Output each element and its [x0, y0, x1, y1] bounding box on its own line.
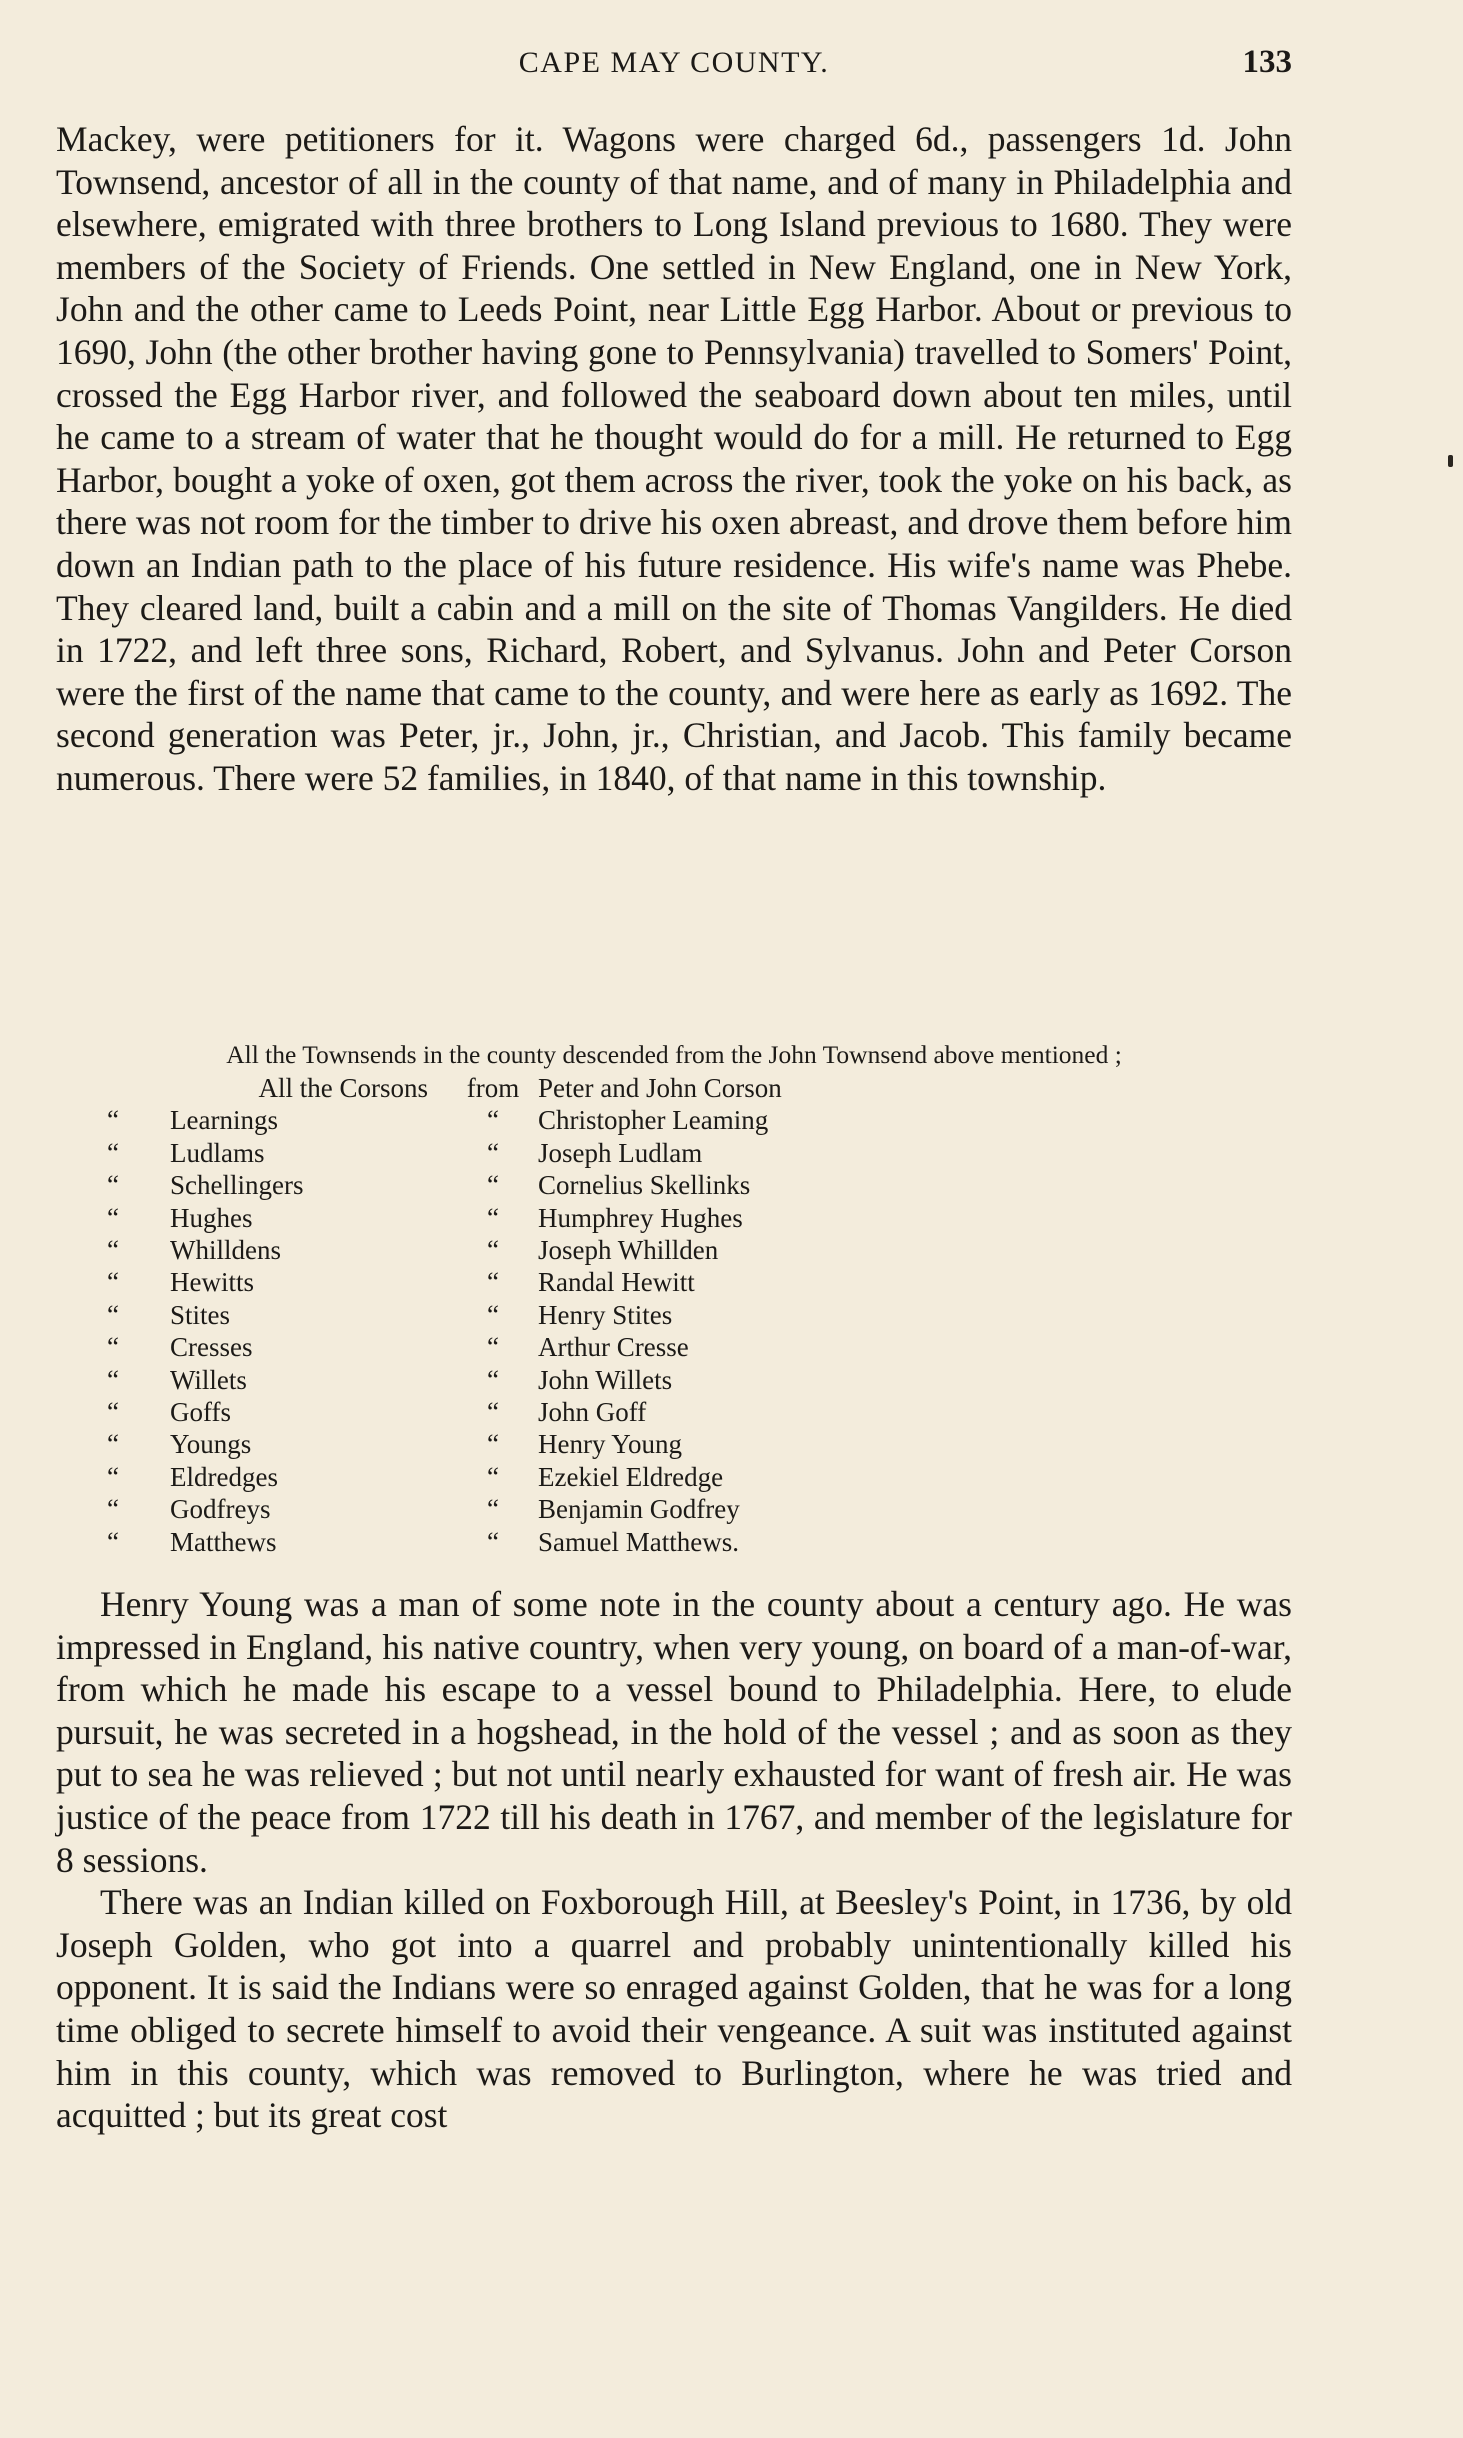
descent-list: [56, 1072, 782, 1558]
table-row: [56, 1072, 782, 1104]
family-name: Ludlams: [170, 1137, 265, 1168]
ancestor-name: Benjamin Godfrey: [538, 1494, 740, 1525]
ditto-mark: “: [107, 1397, 119, 1428]
ditto-mark: “: [487, 1267, 499, 1298]
ditto-mark: “: [487, 1332, 499, 1363]
ancestor-name: Henry Young: [538, 1429, 683, 1460]
ditto-mark: “: [107, 1170, 119, 1201]
ditto-mark: “: [107, 1364, 119, 1395]
ditto-mark: “: [107, 1429, 119, 1460]
paragraph-indian-killed: There was an Indian killed on Foxborough Hill, at Beesley's Point, in 1736, by old Joseph Golden, who got into a quarrel and probably unintentionally killed his opponent. It is said the Indians were so enraged against Golden, that he was for a long time obliged to secrete himself to avoid their vengeance. A suit was instituted against him in this county, which was removed to Burlington, where he was tried and acquitted ; but its great cost: [56, 1882, 1292, 2136]
page-number: 133: [1242, 44, 1292, 80]
ancestor-name: Cornelius Skellinks: [538, 1170, 751, 1201]
table-row: [56, 1396, 782, 1428]
ancestor-name: John Goff: [538, 1397, 647, 1428]
family-name: Schellingers: [170, 1170, 304, 1201]
table-row: [56, 1266, 782, 1298]
table-row: [56, 1137, 782, 1169]
family-name: Godfreys: [170, 1494, 271, 1525]
table-row: [56, 1461, 782, 1493]
ancestor-name: Christopher Leaming: [538, 1105, 769, 1136]
ditto-mark: “: [487, 1397, 499, 1428]
ditto-mark: “: [487, 1461, 499, 1492]
table-row: [56, 1331, 782, 1363]
table-row: [56, 1169, 782, 1201]
ditto-mark: “: [107, 1526, 119, 1557]
ancestor-name: Samuel Matthews.: [538, 1526, 739, 1557]
table-row: [56, 1202, 782, 1234]
ditto-mark: “: [107, 1332, 119, 1363]
paragraph-henry-young: Henry Young was a man of some note in the county about a century ago. He was impressed in England, his native country, when very young, on board of a man-of-war, from which he made his escape to a vessel bound to Philadelphia. Here, to elude pursuit, he was secreted in a hogshead, in the hold of the vessel ; and as soon as they put to sea he was relieved ; but not until nearly exhausted for want of fresh air. He was justice of the peace from 1722 till his death in 1767, and member of the legislature for 8 sessions.: [56, 1584, 1292, 1880]
ditto-mark: “: [487, 1494, 499, 1525]
from-label: from: [466, 1073, 520, 1103]
ancestor-name: Ezekiel Eldredge: [538, 1461, 724, 1492]
paragraph-townsend-corson: Mackey, were petitioners for it. Wagons were charged 6d., passengers 1d. John Townsend, ancestor of all in the county of that name, and of many in Philadelphia and elsewhere, emigrated with three brothers to Long Island previous to 1680. They were members of the Society of Friends. One settled in New England, one in New York, John and the other came to Leeds Point, near Little Egg Harbor. About or previous to 1690, John (the other brother having gone to Pennsylvania) travelled to Somers' Point, crossed the Egg Harbor river, and followed the seaboard down about ten miles, until he came to a stream of water that he thought would do for a mill. He returned to Egg Harbor, bought a yoke of oxen, got them across the river, took the yoke on his back, as there was not room for the timber to drive his oxen abreast, and drove them before him down an Indian path to the place of his future residence. His wife's name was Phebe. They cleared land, built a cabin and a mill on the site of Thomas Vangilders. He died in 1722, and left three sons, Richard, Robert, and Sylvanus. John and Peter Corson were the first of the name that came to the county, and were here as early as 1692. The second generation was Peter, jr., John, jr., Christian, and Jacob. This family became numerous. There were 52 families, in 1840, of that name in this township.: [56, 119, 1292, 798]
family-name: Goffs: [170, 1397, 232, 1428]
ditto-mark: “: [487, 1429, 499, 1460]
table-row: [56, 1364, 782, 1396]
ditto-mark: “: [107, 1267, 119, 1298]
family-name: Youngs: [170, 1429, 252, 1460]
table-heading: All the Townsends in the county descended from the John Townsend above mentioned ;: [226, 1040, 1122, 1069]
ancestor-name: Henry Stites: [538, 1299, 673, 1330]
ditto-mark: “: [487, 1170, 499, 1201]
ancestor-name: Joseph Whillden: [538, 1235, 719, 1266]
ditto-mark: “: [107, 1105, 119, 1136]
table-row: [56, 1104, 782, 1136]
ditto-mark: “: [487, 1299, 499, 1330]
family-name: Learnings: [170, 1105, 278, 1136]
ditto-mark: “: [487, 1105, 499, 1136]
table-row: [56, 1234, 782, 1266]
ditto-mark: “: [107, 1202, 119, 1233]
ditto-mark: “: [107, 1461, 119, 1492]
corsons-label: All the Corsons: [258, 1073, 428, 1103]
ditto-mark: “: [107, 1494, 119, 1525]
family-name: Eldredges: [170, 1461, 278, 1492]
ancestor-name: Joseph Ludlam: [538, 1137, 703, 1168]
page-header: [56, 44, 1292, 88]
ditto-mark: “: [487, 1137, 499, 1168]
body-text-top: [56, 118, 1292, 800]
table-row: [56, 1526, 782, 1558]
table-row: [56, 1493, 782, 1525]
family-name: Cresses: [170, 1332, 253, 1363]
ditto-mark: “: [487, 1235, 499, 1266]
family-name: Hewitts: [170, 1267, 254, 1298]
family-name: Willets: [170, 1364, 247, 1395]
ancestor-name: Randal Hewitt: [538, 1267, 695, 1298]
body-text-bottom: [56, 1583, 1292, 2137]
ditto-mark: “: [107, 1299, 119, 1330]
ancestor-name: Humphrey Hughes: [538, 1202, 743, 1233]
ditto-mark: “: [107, 1235, 119, 1266]
ditto-mark: “: [487, 1202, 499, 1233]
family-name: Stites: [170, 1299, 231, 1330]
table-row: [56, 1299, 782, 1331]
ditto-mark: “: [487, 1364, 499, 1395]
ancestor-name: Peter and John Corson: [538, 1073, 782, 1103]
family-name: Matthews: [170, 1526, 277, 1557]
ditto-mark: “: [487, 1526, 499, 1557]
ditto-mark: “: [107, 1137, 119, 1168]
table-row: [56, 1428, 782, 1460]
running-title: CAPE MAY COUNTY.: [518, 46, 830, 79]
margin-speck: [1448, 455, 1453, 467]
ancestor-name: John Willets: [538, 1364, 673, 1395]
family-name: Whilldens: [170, 1235, 281, 1266]
family-descent-table: [56, 1038, 1292, 1558]
family-name: Hughes: [170, 1202, 253, 1233]
ancestor-name: Arthur Cresse: [538, 1332, 689, 1363]
